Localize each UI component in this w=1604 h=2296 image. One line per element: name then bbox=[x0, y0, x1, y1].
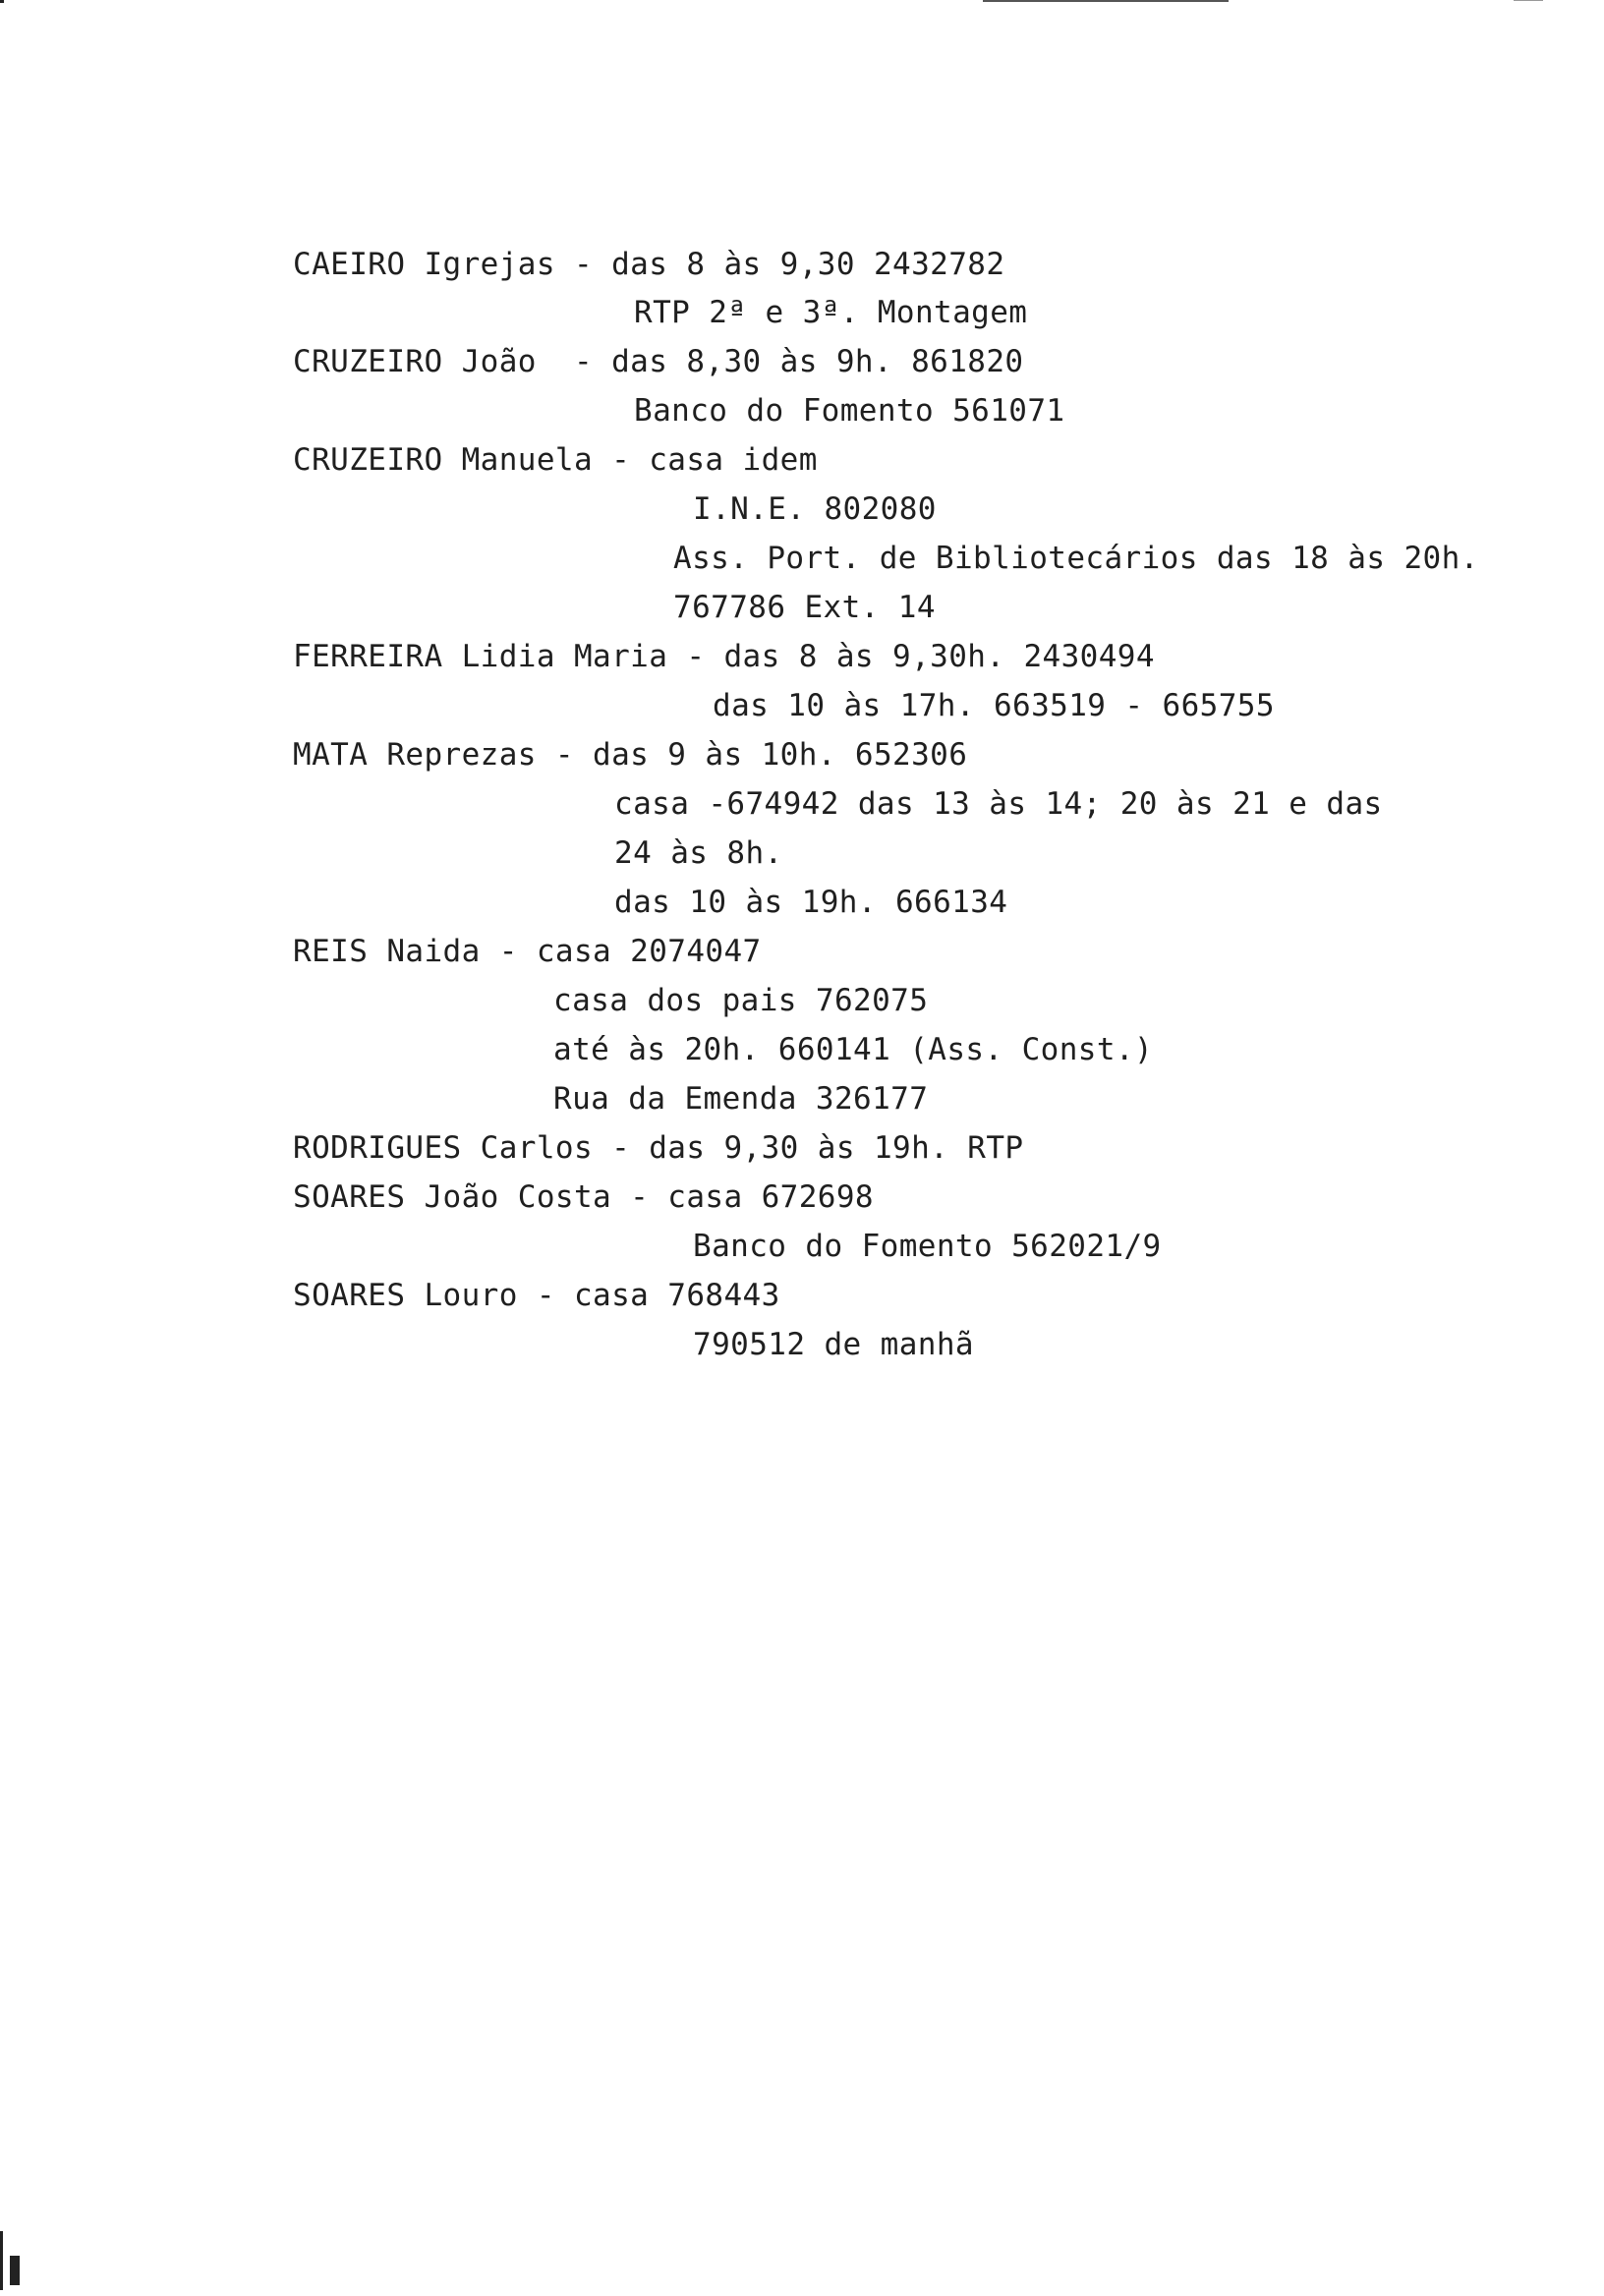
entry-cruzeiro-joao-detail: Banco do Fomento 561071 bbox=[634, 393, 1065, 429]
scan-artifact bbox=[0, 2231, 3, 2290]
entry-reis-detail: Rua da Emenda 326177 bbox=[553, 1081, 929, 1117]
entry-caeiro-detail: RTP 2ª e 3ª. Montagem bbox=[634, 295, 1028, 330]
scan-artifact bbox=[983, 0, 1229, 2]
entry-soares-joao: SOARES João Costa - casa 672698 bbox=[293, 1179, 874, 1215]
entry-soares-louro-detail: 790512 de manhã bbox=[693, 1327, 974, 1362]
entry-cruzeiro-joao: CRUZEIRO João - das 8,30 às 9h. 861820 bbox=[293, 344, 1024, 379]
entry-cruzeiro-manuela-detail: Ass. Port. de Bibliotecários das 18 às 20h. bbox=[673, 541, 1479, 576]
scan-artifact bbox=[10, 2256, 20, 2285]
entry-cruzeiro-manuela: CRUZEIRO Manuela - casa idem bbox=[293, 442, 818, 478]
entry-mata: MATA Reprezas - das 9 às 10h. 652306 bbox=[293, 737, 968, 773]
entry-mata-detail: das 10 às 19h. 666134 bbox=[614, 885, 1008, 920]
entry-ferreira: FERREIRA Lidia Maria - das 8 às 9,30h. 2430494 bbox=[293, 639, 1155, 674]
entry-mata-detail: casa -674942 das 13 às 14; 20 às 21 e das bbox=[614, 786, 1383, 822]
entry-caeiro: CAEIRO Igrejas - das 8 às 9,30 2432782 bbox=[293, 247, 1005, 282]
entry-cruzeiro-manuela-detail: I.N.E. 802080 bbox=[693, 491, 937, 527]
entry-soares-joao-detail: Banco do Fomento 562021/9 bbox=[693, 1229, 1162, 1264]
scan-artifact bbox=[1514, 0, 1543, 1]
scan-artifact bbox=[0, 0, 4, 3]
entry-ferreira-detail: das 10 às 17h. 663519 - 665755 bbox=[713, 688, 1275, 723]
entry-soares-louro: SOARES Louro - casa 768443 bbox=[293, 1278, 780, 1313]
entry-reis-detail: até às 20h. 660141 (Ass. Const.) bbox=[553, 1032, 1154, 1067]
entry-cruzeiro-manuela-detail: 767786 Ext. 14 bbox=[673, 590, 936, 625]
entry-mata-detail: 24 às 8h. bbox=[614, 835, 783, 871]
entry-reis: REIS Naida - casa 2074047 bbox=[293, 934, 762, 969]
entry-reis-detail: casa dos pais 762075 bbox=[553, 983, 929, 1018]
entry-rodrigues: RODRIGUES Carlos - das 9,30 às 19h. RTP bbox=[293, 1130, 1024, 1166]
